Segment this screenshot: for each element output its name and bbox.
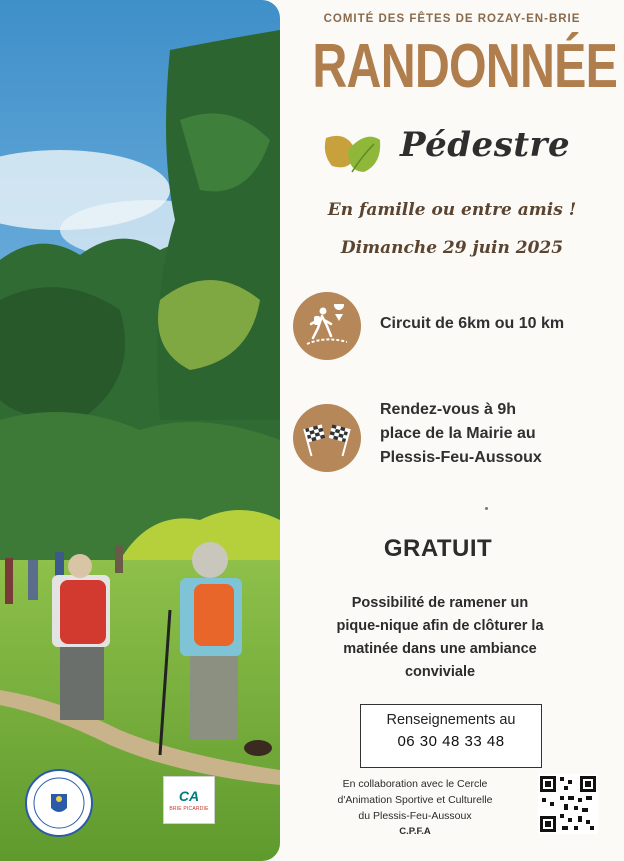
page-title: RANDONNÉE — [312, 32, 618, 101]
collaboration-text — [310, 776, 520, 840]
meeting-line-2: place de la Mairie au — [380, 425, 536, 442]
checkered-flags-icon — [293, 404, 361, 472]
leaves-icon — [322, 128, 382, 176]
subtitle: Pédestre — [400, 125, 571, 165]
meeting-line-1: Rendez-vous à 9h — [380, 401, 517, 418]
meeting-line-3: Plessis-Feu-Aussoux — [380, 449, 542, 466]
contact-label: Renseignements au — [386, 712, 516, 728]
picnic-line-1: Possibilité de ramener un — [351, 595, 529, 611]
tagline: En famille ou entre amis ! — [327, 200, 577, 220]
hiker-icon — [293, 292, 361, 360]
divider-dot — [485, 507, 488, 510]
committee-name: COMITÉ DES FÊTES DE ROZAY-EN-BRIE — [323, 13, 581, 25]
event-date: Dimanche 29 juin 2025 — [340, 238, 564, 258]
picnic-info — [300, 592, 580, 684]
picnic-line-4: conviviale — [404, 664, 476, 680]
price-label: GRATUIT — [383, 535, 493, 562]
picnic-line-2: pique-nique afin de clôturer la — [336, 618, 544, 634]
flyer-content — [280, 0, 624, 861]
bank-logo-caption: BRIE PICARDIE — [169, 805, 209, 812]
circuit-info: Circuit de 6km ou 10 km — [380, 315, 565, 332]
bank-logo-mark: CA — [178, 787, 200, 804]
hiking-photo — [0, 0, 280, 861]
bank-logo — [163, 776, 215, 824]
meeting-info — [380, 398, 620, 470]
picnic-line-3: matinée dans une ambiance — [343, 641, 537, 657]
committee-logo — [24, 768, 94, 838]
collab-line-2: d'Animation Sportive et Culturelle — [337, 794, 493, 806]
collab-line-1: En collaboration avec le Cercle — [342, 778, 488, 790]
qr-code[interactable] — [538, 774, 598, 834]
collab-line-3: du Plessis-Feu-Aussoux — [358, 810, 472, 822]
contact-box — [360, 704, 542, 768]
contact-phone[interactable]: 06 30 48 33 48 — [397, 733, 505, 750]
collab-abbr: C.P.F.A — [399, 826, 431, 837]
